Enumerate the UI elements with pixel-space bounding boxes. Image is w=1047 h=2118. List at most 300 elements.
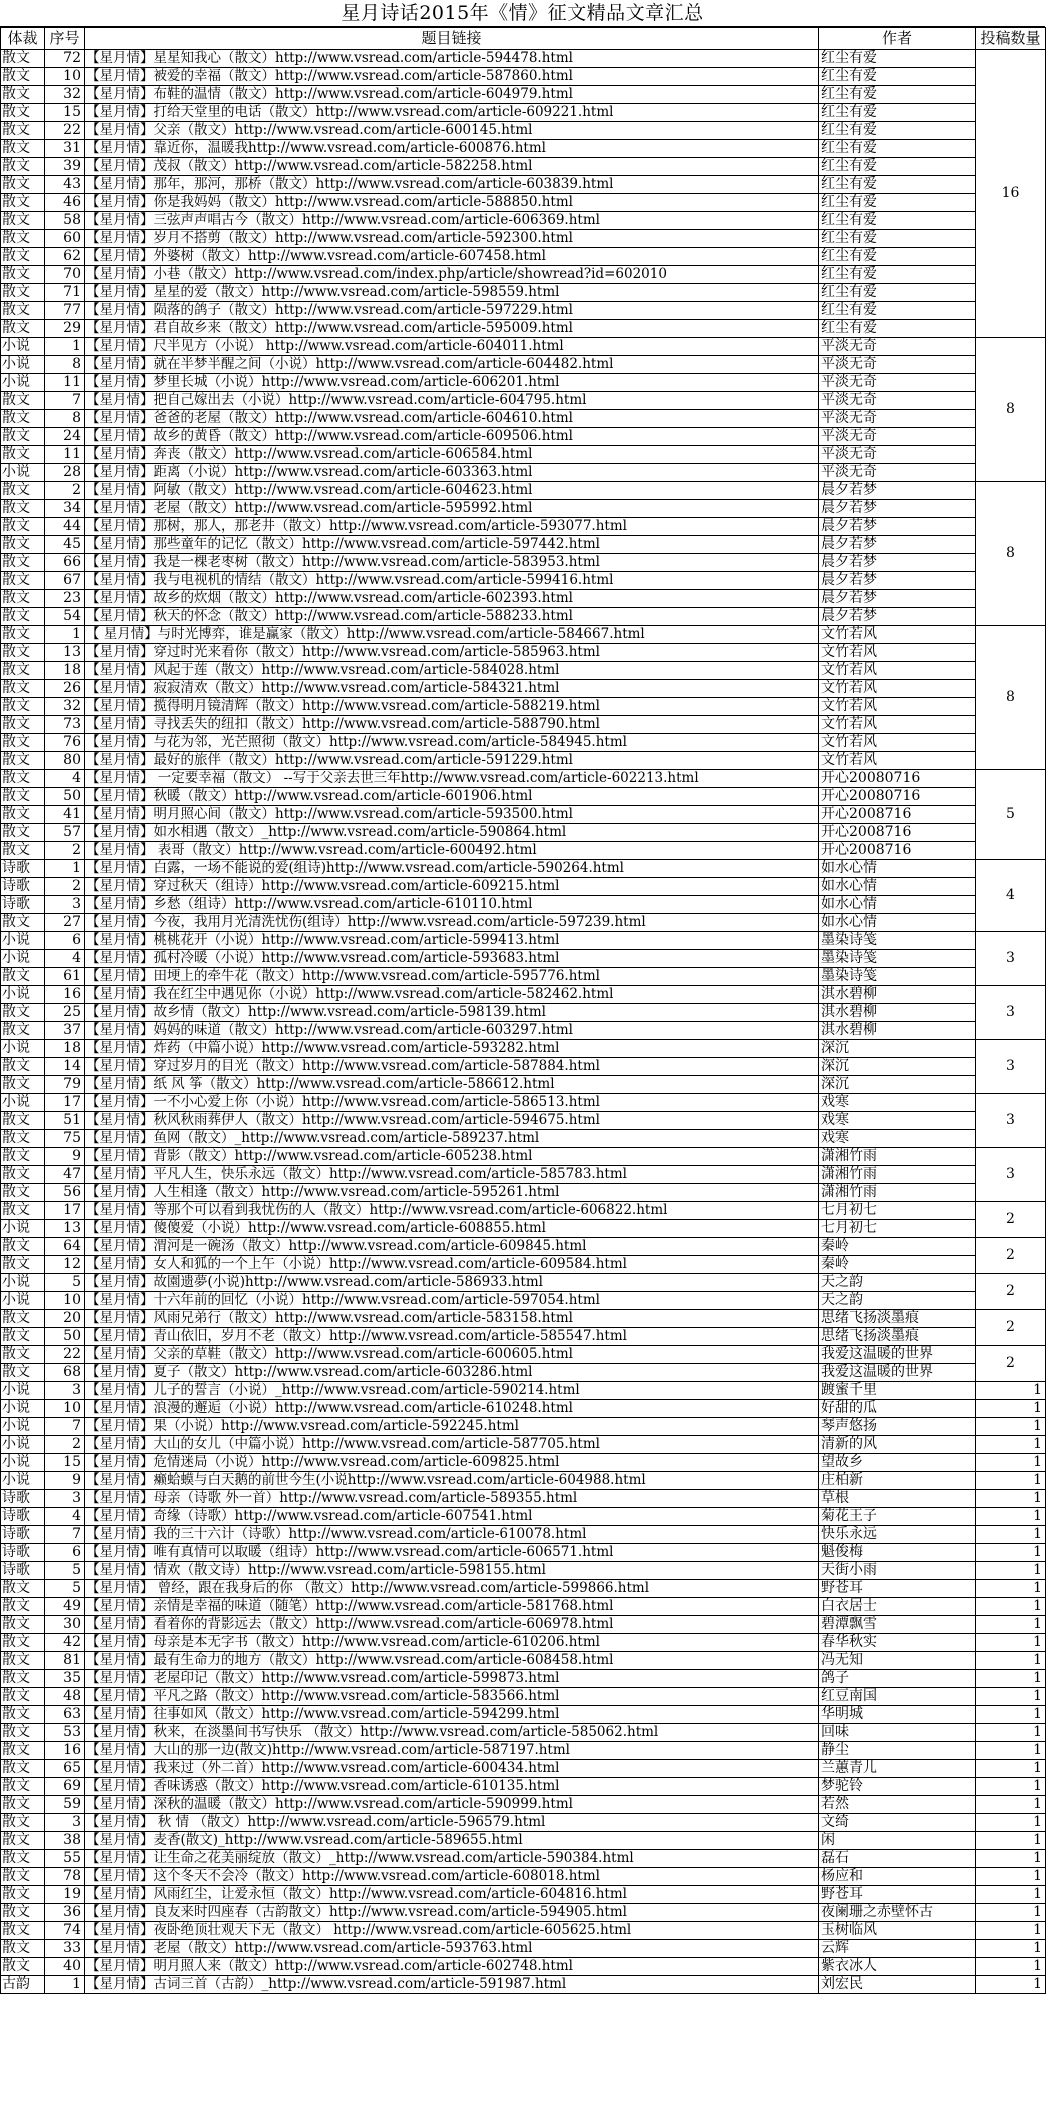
- submission-count-cell: 3: [976, 932, 1046, 986]
- title-link-cell[interactable]: 【星月情】故園遗夢(小说)http://www.vsread.com/article-586933.html: [85, 1274, 819, 1292]
- title-link-cell[interactable]: 【星月情】鱼网（散文）_http://www.vsread.com/article-589237.html: [85, 1130, 819, 1148]
- genre-cell: 散文: [1, 1184, 45, 1202]
- title-link-cell[interactable]: 【星月情】母亲是本无字书（散文）http://www.vsread.com/article-610206.html: [85, 1634, 819, 1652]
- genre-cell: 散文: [1, 212, 45, 230]
- title-link-cell[interactable]: 【星月情】故乡的炊烟（散文）http://www.vsread.com/article-602393.html: [85, 590, 819, 608]
- table-row: [1, 1850, 1046, 1868]
- title-link-cell[interactable]: 【星月情】奇缘（诗歌）http://www.vsread.com/article-607541.html: [85, 1508, 819, 1526]
- title-link-cell[interactable]: 【星月情】古词三首（古韵）_http://www.vsread.com/article-591987.html: [85, 1976, 819, 1994]
- number-cell: 2: [45, 1436, 85, 1454]
- title-link-cell[interactable]: 【星月情】危情迷局（小说）http://www.vsread.com/article-609825.html: [85, 1454, 819, 1472]
- title-link-cell[interactable]: 【星月情】傻傻爱（小说）http://www.vsread.com/article-608855.html: [85, 1220, 819, 1238]
- number-cell: 3: [45, 1814, 85, 1832]
- title-link-cell[interactable]: 【星月情】炸药（中篇小说）http://www.vsread.com/article-593282.html: [85, 1040, 819, 1058]
- table-row: [1, 536, 1046, 554]
- title-link-cell[interactable]: 【星月情】今夜，我用月光清洗忧伤(组诗）http://www.vsread.com/article-597239.html: [85, 914, 819, 932]
- number-cell: 44: [45, 518, 85, 536]
- table-row: [1, 1580, 1046, 1598]
- author-cell: 晨夕若梦: [819, 500, 976, 518]
- author-cell: 平淡无奇: [819, 374, 976, 392]
- table-row: [1, 1940, 1046, 1958]
- title-link-cell[interactable]: 【星月情】唯有真情可以取暖（组诗）http://www.vsread.com/article-606571.html: [85, 1544, 819, 1562]
- table-row: [1, 734, 1046, 752]
- table-row: [1, 1364, 1046, 1382]
- number-cell: 30: [45, 1616, 85, 1634]
- table-row: [1, 986, 1046, 1004]
- number-cell: 8: [45, 410, 85, 428]
- title-link-cell[interactable]: 【星月情】田埂上的牵牛花（散文）http://www.vsread.com/article-595776.html: [85, 968, 819, 986]
- table-row: [1, 356, 1046, 374]
- genre-cell: 散文: [1, 680, 45, 698]
- number-cell: 24: [45, 428, 85, 446]
- title-link-cell[interactable]: 【星月情】父亲（散文）http://www.vsread.com/article-600145.html: [85, 122, 819, 140]
- table-row: [1, 662, 1046, 680]
- title-link-cell[interactable]: 【星月情】老屋（散文）http://www.vsread.com/article-595992.html: [85, 500, 819, 518]
- genre-cell: 散文: [1, 554, 45, 572]
- number-cell: 53: [45, 1724, 85, 1742]
- author-cell: 潇湘竹雨: [819, 1166, 976, 1184]
- title-link-cell[interactable]: 【星月情】我的三十六计（诗歌）http://www.vsread.com/article-610078.html: [85, 1526, 819, 1544]
- number-cell: 28: [45, 464, 85, 482]
- number-cell: 39: [45, 158, 85, 176]
- genre-cell: 小说: [1, 338, 45, 356]
- title-link-cell[interactable]: 【星月情】 表哥（散文）http://www.vsread.com/article-600492.html: [85, 842, 819, 860]
- number-cell: 19: [45, 1886, 85, 1904]
- title-link-cell[interactable]: 【星月情】香味诱惑（散文）http://www.vsread.com/article-610135.html: [85, 1778, 819, 1796]
- title-link-cell[interactable]: 【星月情】穿过时光来看你（散文）http://www.vsread.com/article-585963.html: [85, 644, 819, 662]
- title-link-cell[interactable]: 【星月情】桃桃花开（小说）http://www.vsread.com/article-599413.html: [85, 932, 819, 950]
- title-link-cell[interactable]: 【星月情】 曾经，跟在我身后的你 （散文）http://www.vsread.com/article-599866.html: [85, 1580, 819, 1598]
- table-row: [1, 572, 1046, 590]
- table-row: [1, 68, 1046, 86]
- title-link-cell[interactable]: 【星月情】我与电视机的情结（散文）http://www.vsread.com/article-599416.html: [85, 572, 819, 590]
- number-cell: 38: [45, 1832, 85, 1850]
- genre-cell: 小说: [1, 986, 45, 1004]
- submission-count-cell: 1: [976, 1598, 1046, 1616]
- genre-cell: 散文: [1, 482, 45, 500]
- title-link-cell[interactable]: 【星月情】你是我妈妈（散文）http://www.vsread.com/article-588850.html: [85, 194, 819, 212]
- table-row: [1, 1202, 1046, 1220]
- author-cell: 红尘有爱: [819, 284, 976, 302]
- genre-cell: 散文: [1, 500, 45, 518]
- title-link-cell[interactable]: 【星月情】我来过（外二首）http://www.vsread.com/article-600434.html: [85, 1760, 819, 1778]
- genre-cell: 小说: [1, 356, 45, 374]
- number-cell: 17: [45, 1094, 85, 1112]
- title-link-cell[interactable]: 【星月情】布鞋的温情（散文）http://www.vsread.com/article-604979.html: [85, 86, 819, 104]
- title-link-cell[interactable]: 【星月情】平凡之路（散文）http://www.vsread.com/article-583566.html: [85, 1688, 819, 1706]
- author-cell: 红尘有爱: [819, 212, 976, 230]
- genre-cell: 散文: [1, 1688, 45, 1706]
- table-row: [1, 680, 1046, 698]
- author-cell: 平淡无奇: [819, 428, 976, 446]
- title-link-cell[interactable]: 【星月情】父亲的草鞋（散文）http://www.vsread.com/article-600605.html: [85, 1346, 819, 1364]
- author-cell: 野苍耳: [819, 1580, 976, 1598]
- table-row: [1, 50, 1046, 68]
- title-link-cell[interactable]: 【星月情】尺半见方（小说） http://www.vsread.com/article-604011.html: [85, 338, 819, 356]
- title-link-cell[interactable]: 【星月情】风雨红尘，让爱永恒（散文）http://www.vsread.com/article-604816.html: [85, 1886, 819, 1904]
- author-cell: 好甜的瓜: [819, 1400, 976, 1418]
- genre-cell: 散文: [1, 842, 45, 860]
- number-cell: 60: [45, 230, 85, 248]
- title-link-cell[interactable]: 【星月情】陨落的鸽子（散文）http://www.vsread.com/article-597229.html: [85, 302, 819, 320]
- title-link-cell[interactable]: 【星月情】奔丧（散文）http://www.vsread.com/article-606584.html: [85, 446, 819, 464]
- table-row: [1, 932, 1046, 950]
- title-link-cell[interactable]: 【星月情】大山的女儿（中篇小说）http://www.vsread.com/article-587705.html: [85, 1436, 819, 1454]
- author-cell: 墨染诗笺: [819, 968, 976, 986]
- title-link-cell[interactable]: 【星月情】风雨兄弟行（散文）http://www.vsread.com/article-583158.html: [85, 1310, 819, 1328]
- genre-cell: 古韵: [1, 1976, 45, 1994]
- genre-cell: 散文: [1, 1598, 45, 1616]
- number-cell: 35: [45, 1670, 85, 1688]
- number-cell: 68: [45, 1364, 85, 1382]
- author-cell: 戏寒: [819, 1094, 976, 1112]
- genre-cell: 诗歌: [1, 878, 45, 896]
- title-link-cell[interactable]: 【星月情】最有生命力的地方（散文）http://www.vsread.com/article-608458.html: [85, 1652, 819, 1670]
- title-link-cell[interactable]: 【星月情】君自故乡来（散文）http://www.vsread.com/article-595009.html: [85, 320, 819, 338]
- number-cell: 1: [45, 338, 85, 356]
- title-link-cell[interactable]: 【星月情】梦里长城（小说）http://www.vsread.com/article-606201.html: [85, 374, 819, 392]
- title-link-cell[interactable]: 【星月情】风起于莲（散文）http://www.vsread.com/article-584028.html: [85, 662, 819, 680]
- author-cell: 快乐永远: [819, 1526, 976, 1544]
- genre-cell: 散文: [1, 266, 45, 284]
- genre-cell: 散文: [1, 446, 45, 464]
- genre-cell: 散文: [1, 824, 45, 842]
- genre-cell: 诗歌: [1, 1544, 45, 1562]
- number-cell: 7: [45, 392, 85, 410]
- genre-cell: 散文: [1, 1652, 45, 1670]
- table-row: [1, 1454, 1046, 1472]
- title-link-cell[interactable]: 【星月情】女人和狐的一个上午（小说）http://www.vsread.com/article-609584.html: [85, 1256, 819, 1274]
- title-link-cell[interactable]: 【星月情】茂叔（散文）http://www.vsread.com/article-582258.html: [85, 158, 819, 176]
- table-row: [1, 1814, 1046, 1832]
- genre-cell: 散文: [1, 1580, 45, 1598]
- table-row: [1, 374, 1046, 392]
- number-cell: 18: [45, 1040, 85, 1058]
- title-link-cell[interactable]: 【星月情】故乡情（散文）http://www.vsread.com/article-598139.html: [85, 1004, 819, 1022]
- title-link-cell[interactable]: 【星月情】乡愁（组诗）http://www.vsread.com/article-610110.html: [85, 896, 819, 914]
- title-link-cell[interactable]: 【星月情】明月照心间（散文）http://www.vsread.com/article-593500.html: [85, 806, 819, 824]
- genre-cell: 散文: [1, 806, 45, 824]
- submission-count-cell: 2: [976, 1202, 1046, 1238]
- title-link-cell[interactable]: 【星月情】看着你的背影远去（散文）http://www.vsread.com/article-606978.html: [85, 1616, 819, 1634]
- table-row: [1, 1040, 1046, 1058]
- submission-count-cell: 1: [976, 1580, 1046, 1598]
- number-cell: 15: [45, 104, 85, 122]
- title-link-cell[interactable]: 【星月情】情欢（散文诗）http://www.vsread.com/article-598155.html: [85, 1562, 819, 1580]
- submission-count-cell: 1: [976, 1706, 1046, 1724]
- title-link-cell[interactable]: 【星月情】纸 风 筝（散文）http://www.vsread.com/article-586612.html: [85, 1076, 819, 1094]
- title-link-cell[interactable]: 【星月情】夜卧绝顶壮观天下无（散文） http://www.vsread.com/article-605625.html: [85, 1922, 819, 1940]
- genre-cell: 散文: [1, 1364, 45, 1382]
- author-cell: 平淡无奇: [819, 338, 976, 356]
- title-link-cell[interactable]: 【星月情】我是一棵老枣树（散文）http://www.vsread.com/article-583953.html: [85, 554, 819, 572]
- table-row: [1, 194, 1046, 212]
- title-link-cell[interactable]: 【星月情】平凡人生，快乐永远（散文）http://www.vsread.com/article-585783.html: [85, 1166, 819, 1184]
- title-link-cell[interactable]: 【星月情】与花为邻，光芒照彻（散文）http://www.vsread.com/article-584945.html: [85, 734, 819, 752]
- title-link-cell[interactable]: 【星月情】亲情是幸福的味道（随笔）http://www.vsread.com/article-581768.html: [85, 1598, 819, 1616]
- author-cell: 红尘有爱: [819, 158, 976, 176]
- number-cell: 42: [45, 1634, 85, 1652]
- table-row: [1, 1238, 1046, 1256]
- number-cell: 61: [45, 968, 85, 986]
- author-cell: 淇水碧柳: [819, 1022, 976, 1040]
- submission-count-cell: 2: [976, 1310, 1046, 1346]
- table-row: [1, 1292, 1046, 1310]
- title-link-cell[interactable]: 【星月情】寻找丢失的纽扣（散文）http://www.vsread.com/article-588790.html: [85, 716, 819, 734]
- title-link-cell[interactable]: 【星月情】麦香(散文)_http://www.vsread.com/article-589655.html: [85, 1832, 819, 1850]
- title-link-cell[interactable]: 【星月情】大山的那一边(散文)http://www.vsread.com/article-587197.html: [85, 1742, 819, 1760]
- number-cell: 25: [45, 1004, 85, 1022]
- title-link-cell[interactable]: 【星月情】母亲（诗歌 外一首）http://www.vsread.com/article-589355.html: [85, 1490, 819, 1508]
- author-cell: 晨夕若梦: [819, 554, 976, 572]
- title-link-cell[interactable]: 【星月情】老屋印记（散文）http://www.vsread.com/article-599873.html: [85, 1670, 819, 1688]
- title-link-cell[interactable]: 【星月情】癞蛤蟆与白天鹅的前世今生(小说http://www.vsread.com/article-604988.html: [85, 1472, 819, 1490]
- title-link-cell[interactable]: 【星月情】小巷（散文）http://www.vsread.com/index.php/article/showread?id=602010: [85, 266, 819, 284]
- title-link-cell[interactable]: 【星月情】十六年前的回忆（小说）http://www.vsread.com/article-597054.html: [85, 1292, 819, 1310]
- title-link-cell[interactable]: 【星月情】夏子（散文）http://www.vsread.com/article-603286.html: [85, 1364, 819, 1382]
- table-row: [1, 824, 1046, 842]
- genre-cell: 散文: [1, 230, 45, 248]
- author-cell: 淇水碧柳: [819, 1004, 976, 1022]
- genre-cell: 散文: [1, 392, 45, 410]
- table-row: [1, 1310, 1046, 1328]
- title-link-cell[interactable]: 【星月情】靠近你，温暖我http://www.vsread.com/article-600876.html: [85, 140, 819, 158]
- title-link-cell[interactable]: 【星月情】渭河是一碗汤（散文）http://www.vsread.com/article-609845.html: [85, 1238, 819, 1256]
- title-link-cell[interactable]: 【星月情】白露，一场不能说的爱(组诗)http://www.vsread.com/article-590264.html: [85, 860, 819, 878]
- title-link-cell[interactable]: 【星月情】星星的爱（散文）http://www.vsread.com/article-598559.html: [85, 284, 819, 302]
- table-row: [1, 1706, 1046, 1724]
- title-link-cell[interactable]: 【星月情】深秋的温暖（散文）http://www.vsread.com/article-590999.html: [85, 1796, 819, 1814]
- submission-count-cell: 1: [976, 1544, 1046, 1562]
- genre-cell: 诗歌: [1, 1526, 45, 1544]
- title-link-cell[interactable]: 【星月情】秋风秋雨葬伊人（散文）http://www.vsread.com/article-594675.html: [85, 1112, 819, 1130]
- author-cell: 深沉: [819, 1076, 976, 1094]
- number-cell: 70: [45, 266, 85, 284]
- author-cell: 春华秋实: [819, 1634, 976, 1652]
- number-cell: 26: [45, 680, 85, 698]
- submission-count-cell: 1: [976, 1904, 1046, 1922]
- genre-cell: 散文: [1, 1634, 45, 1652]
- author-cell: 天之韵: [819, 1274, 976, 1292]
- title-link-cell[interactable]: 【星月情】等那个可以看到我忧伤的人（散文）http://www.vsread.com/article-606822.html: [85, 1202, 819, 1220]
- title-link-cell[interactable]: 【星月情】良友来时四座春（古韵散文）http://www.vsread.com/article-594905.html: [85, 1904, 819, 1922]
- table-row: [1, 1130, 1046, 1148]
- title-link-cell[interactable]: 【星月情】被爱的幸福（散文）http://www.vsread.com/article-587860.html: [85, 68, 819, 86]
- genre-cell: 散文: [1, 1814, 45, 1832]
- title-link-cell[interactable]: 【星月情】距离（小说）http://www.vsread.com/article-603363.html: [85, 464, 819, 482]
- table-row: [1, 446, 1046, 464]
- number-cell: 66: [45, 554, 85, 572]
- genre-cell: 散文: [1, 518, 45, 536]
- table-row: [1, 1022, 1046, 1040]
- table-row: [1, 770, 1046, 788]
- title-link-cell[interactable]: 【星月情】青山依旧，岁月不老（散文）http://www.vsread.com/article-585547.html: [85, 1328, 819, 1346]
- number-cell: 51: [45, 1112, 85, 1130]
- table-row: [1, 1166, 1046, 1184]
- submission-count-cell: 1: [976, 1958, 1046, 1976]
- table-row: [1, 1382, 1046, 1400]
- table-row: [1, 302, 1046, 320]
- table-row: [1, 122, 1046, 140]
- number-cell: 10: [45, 1400, 85, 1418]
- author-cell: 文竹若风: [819, 698, 976, 716]
- table-row: [1, 950, 1046, 968]
- title-link-cell[interactable]: 【星月情】秋来，在淡墨间书写快乐 （散文）http://www.vsread.com/article-585062.html: [85, 1724, 819, 1742]
- title-link-cell[interactable]: 【星月情】妈妈的味道（散文）http://www.vsread.com/article-603297.html: [85, 1022, 819, 1040]
- number-cell: 43: [45, 176, 85, 194]
- title-link-cell[interactable]: 【星月情】 秋 情 （散文）http://www.vsread.com/article-596579.html: [85, 1814, 819, 1832]
- number-cell: 9: [45, 1148, 85, 1166]
- number-cell: 6: [45, 1544, 85, 1562]
- author-cell: 杨应和: [819, 1868, 976, 1886]
- title-link-cell[interactable]: 【星月情】这个冬天不会冷（散文）http://www.vsread.com/article-608018.html: [85, 1868, 819, 1886]
- author-cell: 夜阑珊之赤壁怀古: [819, 1904, 976, 1922]
- table-row: [1, 1904, 1046, 1922]
- number-cell: 5: [45, 1580, 85, 1598]
- author-cell: 华明城: [819, 1706, 976, 1724]
- author-cell: 文竹若风: [819, 662, 976, 680]
- author-cell: 琴声悠扬: [819, 1418, 976, 1436]
- title-link-cell[interactable]: 【星月情】把自己嫁出去（小说）http://www.vsread.com/article-604795.html: [85, 392, 819, 410]
- title-link-cell[interactable]: 【星月情】明月照人来（散文）http://www.vsread.com/article-602748.html: [85, 1958, 819, 1976]
- author-cell: 秦岭: [819, 1256, 976, 1274]
- number-cell: 37: [45, 1022, 85, 1040]
- author-cell: 潇湘竹雨: [819, 1148, 976, 1166]
- author-cell: 文竹若风: [819, 734, 976, 752]
- author-cell: 冯无知: [819, 1652, 976, 1670]
- genre-cell: 散文: [1, 1922, 45, 1940]
- title-link-cell[interactable]: 【星月情】就在半梦半醒之间（小说）http://www.vsread.com/article-604482.html: [85, 356, 819, 374]
- title-link-cell[interactable]: 【星月情】一不小心爱上你（小说）http://www.vsread.com/article-586513.html: [85, 1094, 819, 1112]
- number-cell: 17: [45, 1202, 85, 1220]
- submission-count-cell: 2: [976, 1346, 1046, 1382]
- number-cell: 34: [45, 500, 85, 518]
- author-cell: 闲: [819, 1832, 976, 1850]
- title-link-cell[interactable]: 【星月情】往事如风（散文）http://www.vsread.com/article-594299.html: [85, 1706, 819, 1724]
- number-cell: 1: [45, 1976, 85, 1994]
- title-link-cell[interactable]: 【星月情】故乡的黄昏（散文）http://www.vsread.com/article-609506.html: [85, 428, 819, 446]
- genre-cell: 小说: [1, 1094, 45, 1112]
- number-cell: 41: [45, 806, 85, 824]
- number-cell: 13: [45, 1220, 85, 1238]
- title-link-cell[interactable]: 【星月情】穿过岁月的目光（散文）http://www.vsread.com/article-587884.html: [85, 1058, 819, 1076]
- title-link-cell[interactable]: 【 星月情】与时光博弈，谁是赢家（散文）http://www.vsread.com/article-584667.html: [85, 626, 819, 644]
- title-link-cell[interactable]: 【星月情】星星知我心（散文）http://www.vsread.com/article-594478.html: [85, 50, 819, 68]
- table-body: [1, 50, 1046, 1994]
- author-cell: 淇水碧柳: [819, 986, 976, 1004]
- title-link-cell[interactable]: 【星月情】背影（散文）http://www.vsread.com/article-605238.html: [85, 1148, 819, 1166]
- title-link-cell[interactable]: 【星月情】穿过秋天（组诗）http://www.vsread.com/article-609215.html: [85, 878, 819, 896]
- title-link-cell[interactable]: 【星月情】果（小说）http://www.vsread.com/article-592245.html: [85, 1418, 819, 1436]
- genre-cell: 小说: [1, 1436, 45, 1454]
- author-cell: 踱蜜千里: [819, 1382, 976, 1400]
- table-row: [1, 1616, 1046, 1634]
- title-link-cell[interactable]: 【星月情】让生命之花美丽绽放（散文）_http://www.vsread.com/article-590384.html: [85, 1850, 819, 1868]
- title-link-cell[interactable]: 【星月情】人生相逢（散文）http://www.vsread.com/article-595261.html: [85, 1184, 819, 1202]
- title-link-cell[interactable]: 【星月情】那些童年的记忆（散文）http://www.vsread.com/article-597442.html: [85, 536, 819, 554]
- number-cell: 46: [45, 194, 85, 212]
- author-cell: 文竹若风: [819, 680, 976, 698]
- header-number: 序号: [45, 28, 85, 50]
- author-cell: 魁俊梅: [819, 1544, 976, 1562]
- title-link-cell[interactable]: 【星月情】三弦声声唱古今（散文）http://www.vsread.com/article-606369.html: [85, 212, 819, 230]
- genre-cell: 散文: [1, 644, 45, 662]
- title-link-cell[interactable]: 【星月情】秋天的怀念（散文）http://www.vsread.com/article-588233.html: [85, 608, 819, 626]
- genre-cell: 小说: [1, 464, 45, 482]
- title-link-cell[interactable]: 【星月情】爸爸的老屋（散文）http://www.vsread.com/article-604610.html: [85, 410, 819, 428]
- title-link-cell[interactable]: 【星月情】如水相遇（散文）_http://www.vsread.com/article-590864.html: [85, 824, 819, 842]
- genre-cell: 散文: [1, 1742, 45, 1760]
- title-link-cell[interactable]: 【星月情】揽得明月镜清辉（散文）http://www.vsread.com/article-588219.html: [85, 698, 819, 716]
- author-cell: 白衣居士: [819, 1598, 976, 1616]
- number-cell: 11: [45, 446, 85, 464]
- number-cell: 3: [45, 1490, 85, 1508]
- table-row: [1, 1490, 1046, 1508]
- title-link-cell[interactable]: 【星月情】外婆树（散文）http://www.vsread.com/article-607458.html: [85, 248, 819, 266]
- title-link-cell[interactable]: 【星月情】老屋（散文）http://www.vsread.com/article-593763.html: [85, 1940, 819, 1958]
- table-row: [1, 1328, 1046, 1346]
- title-link-cell[interactable]: 【星月情】儿子的誓言（小说）_http://www.vsread.com/article-590214.html: [85, 1382, 819, 1400]
- title-link-cell[interactable]: 【星月情】那年，那河，那桥（散文）http://www.vsread.com/article-603839.html: [85, 176, 819, 194]
- table-row: [1, 1184, 1046, 1202]
- table-row: [1, 1598, 1046, 1616]
- title-link-cell[interactable]: 【星月情】最好的旅伴（散文）http://www.vsread.com/article-591229.html: [85, 752, 819, 770]
- title-link-cell[interactable]: 【星月情】那树，那人，那老井（散文）http://www.vsread.com/article-593077.html: [85, 518, 819, 536]
- title-link-cell[interactable]: 【星月情】阿敏（散文）http://www.vsread.com/article-604623.html: [85, 482, 819, 500]
- genre-cell: 散文: [1, 1238, 45, 1256]
- table-row: [1, 1922, 1046, 1940]
- author-cell: 思绪飞扬淡墨痕: [819, 1310, 976, 1328]
- number-cell: 16: [45, 986, 85, 1004]
- title-link-cell[interactable]: 【星月情】岁月不搭剪（散文）http://www.vsread.com/article-592300.html: [85, 230, 819, 248]
- table-row: [1, 1220, 1046, 1238]
- title-link-cell[interactable]: 【星月情】浪漫的邂逅（小说）http://www.vsread.com/article-610248.html: [85, 1400, 819, 1418]
- title-link-cell[interactable]: 【星月情】 一定要幸福（散文） --写于父亲去世三年http://www.vsread.com/article-602213.html: [85, 770, 819, 788]
- author-cell: 红尘有爱: [819, 194, 976, 212]
- title-link-cell[interactable]: 【星月情】孤村冷暖（小说）http://www.vsread.com/article-593683.html: [85, 950, 819, 968]
- number-cell: 79: [45, 1076, 85, 1094]
- title-link-cell[interactable]: 【星月情】寂寂清欢（散文）http://www.vsread.com/article-584321.html: [85, 680, 819, 698]
- number-cell: 36: [45, 1904, 85, 1922]
- author-cell: 红尘有爱: [819, 140, 976, 158]
- author-cell: 我爱这温暖的世界: [819, 1346, 976, 1364]
- genre-cell: 散文: [1, 1760, 45, 1778]
- number-cell: 40: [45, 1958, 85, 1976]
- submission-count-cell: 16: [976, 50, 1046, 338]
- number-cell: 56: [45, 1184, 85, 1202]
- title-link-cell[interactable]: 【星月情】打给天堂里的电话（散文）http://www.vsread.com/article-609221.html: [85, 104, 819, 122]
- submission-count-cell: 3: [976, 1040, 1046, 1094]
- number-cell: 3: [45, 896, 85, 914]
- author-cell: 文竹若风: [819, 716, 976, 734]
- submission-count-cell: 1: [976, 1832, 1046, 1850]
- submission-count-cell: 2: [976, 1238, 1046, 1274]
- table-row: [1, 428, 1046, 446]
- author-cell: 平淡无奇: [819, 410, 976, 428]
- table-row: [1, 1796, 1046, 1814]
- number-cell: 23: [45, 590, 85, 608]
- genre-cell: 散文: [1, 626, 45, 644]
- number-cell: 29: [45, 320, 85, 338]
- submission-count-cell: 1: [976, 1400, 1046, 1418]
- submission-count-cell: 1: [976, 1976, 1046, 1994]
- number-cell: 27: [45, 914, 85, 932]
- submission-count-cell: 3: [976, 1148, 1046, 1202]
- author-cell: 红尘有爱: [819, 50, 976, 68]
- title-link-cell[interactable]: 【星月情】我在红尘中遇见你（小说）http://www.vsread.com/article-582462.html: [85, 986, 819, 1004]
- genre-cell: 诗歌: [1, 1562, 45, 1580]
- title-link-cell[interactable]: 【星月情】秋暖（散文）http://www.vsread.com/article-601906.html: [85, 788, 819, 806]
